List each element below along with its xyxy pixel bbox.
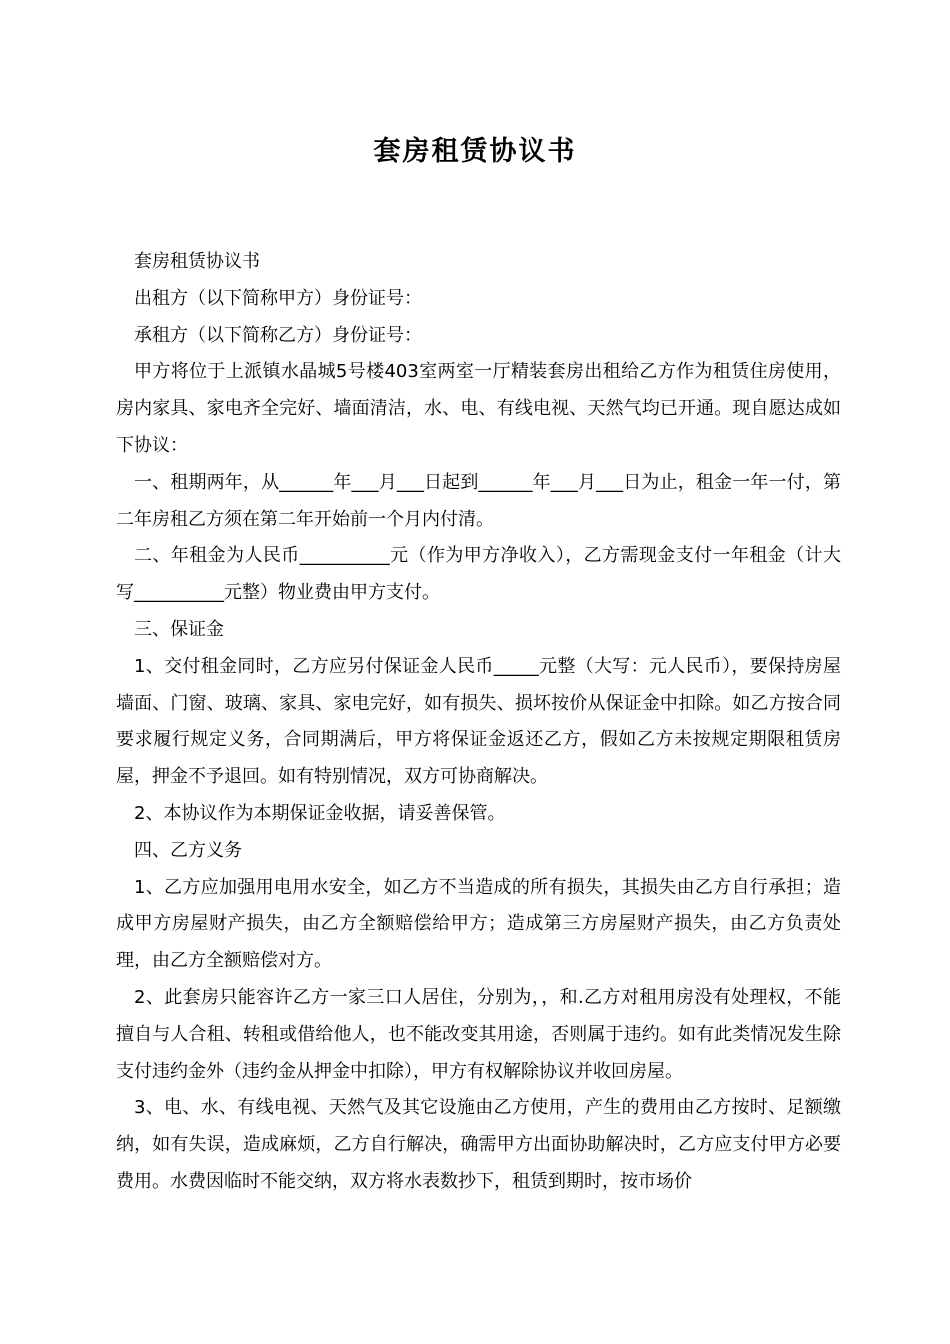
section-heading-obligations: 四、乙方义务 [134,839,242,861]
paragraph-deposit-2: 2、本协议作为本期保证金收据，请妥善保管。 [134,802,506,824]
document-body [116,244,841,1201]
paragraph-obligation-3: 3、电、水、有线电视、天然气及其它设施由乙方使用，产生的费用由乙方按时、足额缴纳，如有失误，造成麻烦，乙方自行解决，确需甲方出面协助解决时，乙方应支付甲方必要费用。水费因临时不能交纳，双方将水表数抄下，租赁到期时，按市场价 [116,1097,841,1192]
paragraph-deposit-1: 1、交付租金同时，乙方应另付保证金人民币_____元整（大写：元人民币），要保持房屋墙面、门窗、玻璃、家具、家电完好，如有损失、损坏按价从保证金中扣除。如乙方按合同要求履行规定义务，合同期满后，甲方将保证金返还乙方，假如乙方未按规定期限租赁房屋，押金不予退回。如有特别情况，双方可协商解决。 [116,655,841,788]
paragraph-rent: 二、年租金为人民币__________元（作为甲方净收入），乙方需现金支付一年租金（计大写__________元整）物业费由甲方支付。 [116,545,841,604]
paragraph-term: 一、租期两年，从______年___月___日起到______年___月___日为止，租金一年一付，第二年房租乙方须在第二年开始前一个月内付清。 [116,471,841,530]
paragraph-obligation-1: 1、乙方应加强用电用水安全，如乙方不当造成的所有损失，其损失由乙方自行承担；造成甲方房屋财产损失，由乙方全额赔偿给甲方；造成第三方房屋财产损失，由乙方负责处理，由乙方全额赔偿对方。 [116,876,841,972]
section-heading-deposit: 三、保证金 [134,618,224,640]
document-title: 套房租赁协议书 [373,136,577,167]
paragraph-property: 甲方将位于上派镇水晶城5号楼403室两室一厅精装套房出租给乙方作为租赁住房使用，房内家具、家电齐全完好、墙面清洁，水、电、有线电视、天然气均已开通。现自愿达成如下协议： [116,361,841,456]
paragraph-obligation-2: 2、此套房只能容许乙方一家三口人居住，分别为，，和.乙方对租用房没有处理权，不能擅自与人合租、转租或借给他人，也不能改变其用途，否则属于违约。如有此类情况发生除支付违约金外（违约金从押金中扣除），甲方有权解除协议并收回房屋。 [116,986,841,1082]
paragraph-lessee: 承租方（以下简称乙方）身份证号： [134,324,422,346]
paragraph-heading: 套房租赁协议书 [134,251,260,272]
paragraph-lessor: 出租方（以下简称甲方）身份证号： [134,287,422,309]
